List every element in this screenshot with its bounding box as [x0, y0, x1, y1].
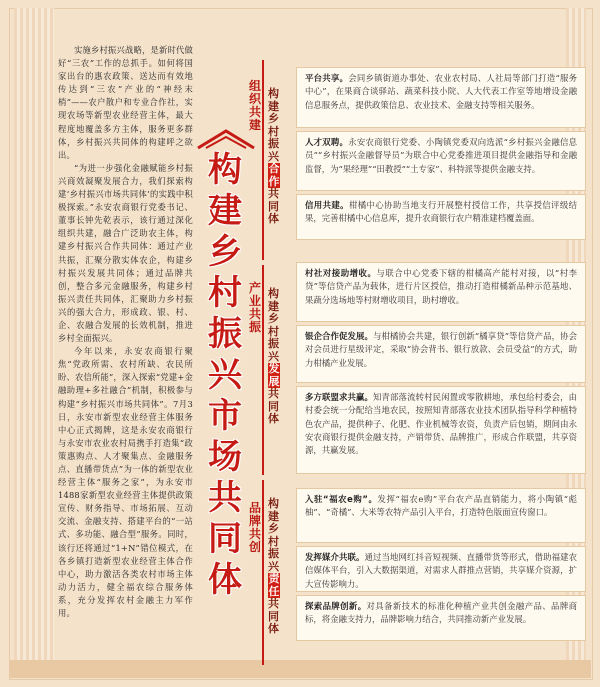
section-subtitle-char: 责 [268, 572, 280, 585]
section-label-organization [249, 80, 262, 132]
main-title [203, 150, 247, 600]
section-divider-line [262, 60, 264, 260]
section-subtitle-development [268, 288, 280, 426]
section-subtitle-char: 共 [268, 387, 279, 400]
article-paragraph-2: “为进一步强化金融赋能乡村振兴商效凝聚发展合力，我们探索构建‘乡村振兴市场共同体’的实践中积极探索。”永安农商银行党委书记、董事长钟先乾表示，该行通过深化组织共建，融合广泛助农主体，构建乡村振兴合作共同体：通过产业共振，汇聚分散实体农企，构建乡村振兴发展共同体；通过品牌共创，整合多元金融服务，构建乡村振兴责任共同体，汇聚助力乡村振兴的强大合力，形成政、银、村、企、农融合发展的长效机制，推进乡村全面振兴。 [58, 162, 193, 344]
info-box [296, 386, 586, 474]
item-heading: 人才双聘。 [305, 137, 349, 147]
article-paragraph-3: 今年以来，永安农商银行聚焦“党政所需、农村所缺、农民所盼、农信所能”，深入探索“党建+金融助理+多社融合”机制，积极参与构建“乡村振兴市场共同体”。7月3日，永安市新型农业经营主体服务中心正式揭牌，这是永安农商银行与永安市农业农村局携手打造集“政策惠购点、人才聚集点、金融服务点、直播带货点”为一体的新型农业经营主体“服务之家”，为永安市1488家新型农业经营主体提供政策宣传、财务指导、市场拓展、互动交流、金融支持、搭建平台的“一站式、多功能、融合型”服务。同时，该行还将通过“1+N”错位模式，在各乡镇打造新型农业经营主体合作中心，助力激活各类农村市场主体动力活力，健全福农综合服务体系，充分发挥农村金融主力军作用。 [58, 346, 193, 619]
info-box [296, 262, 586, 322]
section-subtitle-char: 建 [268, 299, 279, 313]
section-label-char: 品 [249, 501, 262, 515]
section-label-char: 共 [249, 105, 262, 119]
main-title-char: 构 [208, 150, 242, 190]
item-heading: 信用共建。 [305, 200, 349, 210]
section-label-char: 创 [249, 540, 262, 554]
info-box [296, 546, 586, 592]
section-subtitle-char: 构 [268, 287, 279, 300]
section-divider-line [262, 265, 264, 475]
section-label-brand [249, 502, 262, 554]
item-text: 发挥“福农e购”平台农产品直销能力，将小陶镇“彪柚”、“奇橘”、大米等农特产品引入平台，打造特色版面宣传窗口。 [305, 494, 577, 518]
section-subtitle-char: 发 [268, 362, 280, 375]
section-subtitle-char: 村 [268, 534, 279, 548]
item-text: 永安农商银行党委、小陶镇党委双向选派“乡村振兴金融信息员”“乡村振兴金融督导员”为联合中心党委推进项目提供金融指导和金融监督，为“果经理”“田教授”“土专家”、科特派等提供金融支持。 [305, 137, 578, 174]
info-box [296, 595, 586, 641]
section-subtitle-char: 振 [268, 137, 279, 150]
main-title-char: 体 [208, 560, 242, 600]
section-subtitle-char: 建 [268, 509, 279, 523]
section-subtitle-char: 共 [268, 187, 279, 200]
item-text: 对具备新技术的标准化种植产业共创金融产品、品牌商标，将金融支持力，品牌影响力结合，共同推动新产业发展。 [305, 601, 578, 625]
item-heading: 多方联盟求共赢。 [305, 392, 374, 402]
section-subtitle-char: 兴 [268, 349, 279, 363]
item-heading: 银企合作促发展。 [305, 331, 373, 341]
item-text: 与联合中心党委下辖的柑橘高产能村对接，以“村李贷”等信贷产品为载体，进行片区授信，推动打造柑橘新品种示范基地、果蔬分选场地等村财增收项目，助村增收。 [305, 268, 578, 305]
section-label-char: 共 [249, 307, 262, 321]
section-subtitle-char: 建 [268, 99, 279, 113]
section-subtitle-char: 同 [268, 399, 279, 413]
section-label-industry [249, 282, 262, 334]
section-subtitle-char: 兴 [268, 149, 279, 163]
main-title-char: 市 [208, 396, 242, 436]
info-box [296, 488, 586, 543]
section-subtitle-char: 同 [268, 609, 279, 623]
main-title-char: 振 [208, 314, 242, 354]
item-heading: 探索品牌创新。 [305, 601, 367, 611]
section-subtitle-char: 体 [268, 212, 279, 225]
item-text: 知青部落流转村民闲置或零散耕地，承包给村委会，由村委会统一分配给当地农民，按照知青部落农业技术团队指导科学种植特色农产品，提供种子、化肥、作业机械等农资，负责产后包销，期间由永安农商银行提供金融支持，产销带货、品牌推广，形成合作联盟，共享资源，共赢发展。 [305, 392, 578, 456]
main-title-char: 乡 [208, 232, 242, 272]
main-title-char: 场 [208, 437, 242, 477]
item-text: 会同乡镇街道办事处、农业农村局、人社局等部门打造“服务中心”，在果商合谈驿站、蔬菜科技小院、人大代表工作室等地增设金融信息服务点，提供政策信息、农业技术、金融支持等相关服务。 [305, 73, 578, 110]
article-body [58, 44, 193, 656]
item-heading: 平台共享。 [305, 73, 349, 83]
section-subtitle-char: 振 [268, 547, 279, 560]
info-box [296, 325, 586, 383]
section-subtitle-char: 乡 [268, 112, 279, 125]
section-label-char: 产 [249, 281, 262, 295]
section-subtitle-char: 同 [268, 199, 279, 213]
left-stripe-decoration [14, 8, 54, 678]
section-subtitle-char: 乡 [268, 312, 279, 325]
section-subtitle-char: 乡 [268, 522, 279, 535]
item-heading: 村社对接助增收。 [305, 268, 377, 278]
section-label-char: 组 [249, 79, 262, 93]
section-label-char: 牌 [249, 514, 262, 528]
section-subtitle-char: 村 [268, 324, 279, 338]
section-subtitle-cooperation [268, 88, 280, 226]
section-divider-line [262, 480, 264, 665]
section-subtitle-char: 体 [268, 412, 279, 425]
section-subtitle-char: 作 [268, 174, 280, 188]
info-box [296, 67, 586, 128]
section-subtitle-char: 构 [268, 87, 279, 100]
section-subtitle-char: 共 [268, 597, 279, 610]
info-box [296, 131, 586, 191]
section-label-char: 共 [249, 527, 262, 541]
item-heading: 入驻“福农e购”。 [305, 494, 378, 504]
main-title-char: 同 [208, 519, 242, 559]
section-subtitle-char: 振 [268, 337, 279, 350]
item-text: 通过当地网红抖音短视频、直播带货等形式，借助福建农信媒体平台，引入大数据渠道，对需求人群推点营销，共享媒介资源，扩大宣传影响力。 [305, 552, 578, 589]
section-label-char: 建 [249, 118, 262, 132]
bottom-band-decoration [9, 660, 591, 678]
section-subtitle-char: 展 [268, 374, 280, 388]
section-subtitle-char: 合 [268, 162, 280, 175]
section-subtitle-char: 兴 [268, 559, 279, 573]
main-title-char: 兴 [208, 355, 242, 395]
section-label-char: 织 [249, 92, 262, 106]
main-title-char: 建 [208, 191, 242, 231]
section-subtitle-char: 任 [268, 584, 280, 598]
section-subtitle-char: 体 [268, 622, 279, 635]
info-box [296, 194, 586, 240]
section-subtitle-char: 构 [268, 497, 279, 510]
section-subtitle-responsibility [268, 498, 280, 636]
item-text: 柑橘中心协助当地支行开展整村授信工作，共享授信评级结果，完善柑橘中心信息库，提升农商银行农户精准建档覆盖面。 [305, 200, 577, 224]
item-text: 与柑橘协会共建，银行创新“橘享贷”等信贷产品，协会对会员进行星级评定，采取“协会背书、银行放款、会员受益”的方式，助力柑橘产业发展。 [305, 331, 577, 368]
main-title-char: 共 [208, 478, 242, 518]
main-title-char: 村 [208, 273, 242, 313]
section-label-char: 业 [249, 294, 262, 308]
item-heading: 发挥媒介共联。 [305, 552, 365, 562]
roof-ornament-icon [196, 128, 256, 150]
section-label-char: 振 [249, 320, 262, 334]
article-paragraph-1: 实施乡村振兴战略，是新时代做好“三农”工作的总抓手。如何将国家出台的惠农政策、送达而有效地传达到“三农”产业的“神经末梢”——农户散户和专业合作社，实现农场等新型农业经营主体，最大程度地覆盖多方主体，服务更多群体，乡村振兴共同体的构建呼之欲出。 [58, 45, 193, 160]
section-subtitle-char: 村 [268, 124, 279, 138]
